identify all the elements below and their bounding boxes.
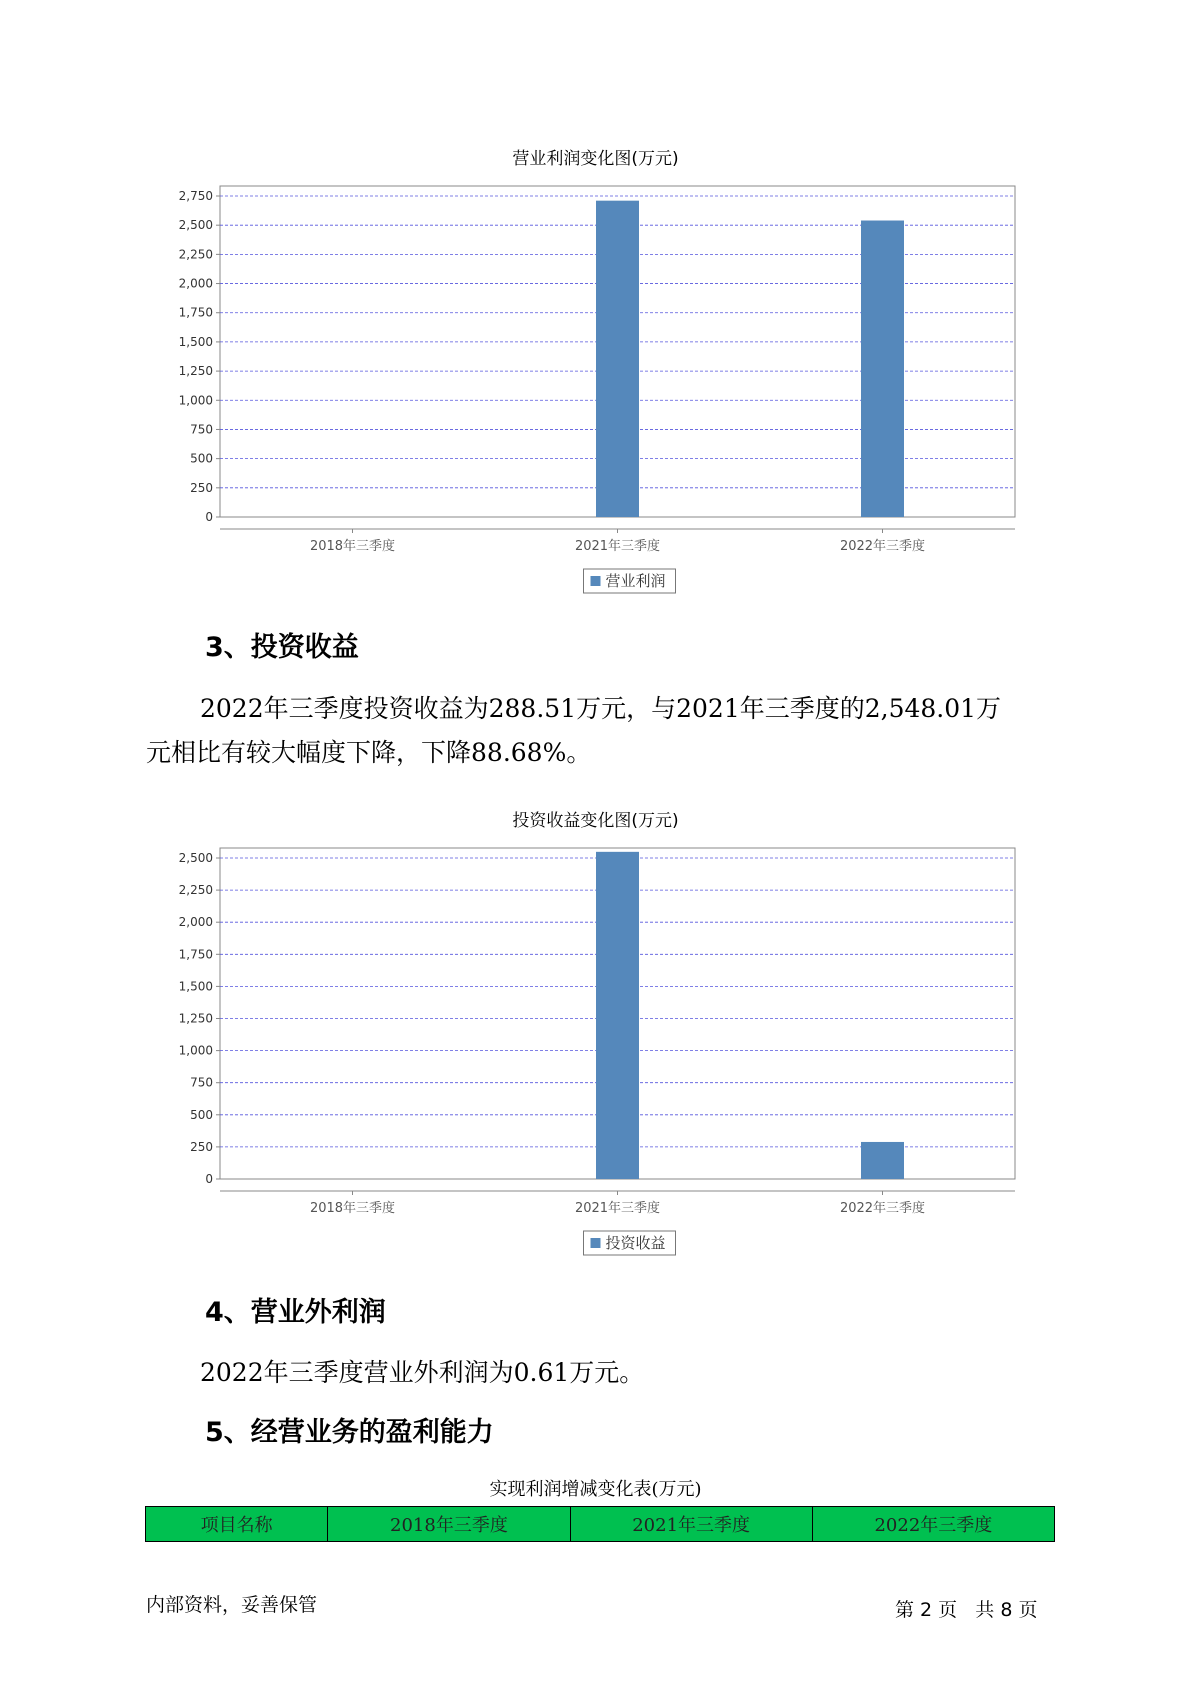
- y-tick-label: 2,250: [178, 883, 213, 898]
- bar: [596, 852, 639, 1179]
- x-tick-label: 2021年三季度: [574, 1201, 661, 1216]
- section-3-line-1: 2022年三季度投资收益为288.51万元，与2021年三季度的2,548.01万: [200, 694, 1002, 723]
- chart-title-operating-profit: 营业利润变化图(万元): [512, 149, 679, 169]
- y-tick-label: 500: [190, 451, 213, 466]
- y-tick-label: 500: [190, 1107, 213, 1122]
- x-tick-label: 2021年三季度: [574, 539, 661, 554]
- y-tick-label: 1,750: [178, 947, 213, 962]
- y-tick-label: 2,750: [178, 189, 213, 203]
- legend-swatch: [591, 1238, 601, 1248]
- y-tick-label: 2,000: [178, 915, 213, 930]
- legend-swatch: [591, 576, 601, 586]
- x-tick-label: 2022年三季度: [839, 539, 926, 554]
- legend-label: 投资收益: [605, 1234, 666, 1252]
- chart-title-investment-income: 投资收益变化图(万元): [512, 811, 679, 831]
- y-tick-label: 0: [205, 510, 213, 524]
- bar: [861, 1142, 904, 1179]
- section-4-line-1: 2022年三季度营业外利润为0.61万元。: [200, 1358, 645, 1387]
- y-tick-label: 0: [205, 1172, 213, 1186]
- y-tick-label: 2,000: [178, 276, 213, 291]
- section-5-heading: 5、经营业务的盈利能力: [205, 1417, 494, 1448]
- y-tick-label: 2,250: [178, 247, 213, 262]
- y-tick-label: 750: [190, 1075, 213, 1090]
- table-title: 实现利润增减变化表(万元): [489, 1479, 702, 1500]
- y-tick-label: 750: [190, 422, 213, 437]
- y-tick-label: 2,500: [178, 851, 213, 865]
- y-tick-label: 1,250: [178, 1011, 213, 1026]
- y-tick-label: 1,750: [178, 305, 213, 320]
- legend-label: 营业利润: [605, 572, 666, 590]
- y-tick-label: 2,500: [178, 218, 213, 233]
- bar: [596, 201, 639, 517]
- section-3-line-2: 元相比有较大幅度下降，下降88.68%。: [146, 738, 592, 767]
- y-tick-label: 1,250: [178, 364, 213, 379]
- section-4-heading: 4、营业外利润: [205, 1297, 386, 1328]
- y-tick-label: 250: [190, 1139, 213, 1154]
- table-header-cell: 2022年三季度: [812, 1507, 1054, 1542]
- bar: [861, 221, 904, 517]
- footer-page-number: 第 2 页 共 8 页: [895, 1599, 1038, 1621]
- footer-confidential-note: 内部资料，妥善保管: [146, 1594, 318, 1616]
- table-header-row: [146, 1507, 1055, 1542]
- section-3-heading: 3、投资收益: [205, 632, 359, 663]
- y-tick-label: 1,000: [178, 1043, 213, 1058]
- table-header-cell: 项目名称: [146, 1507, 328, 1542]
- y-tick-label: 1,500: [178, 334, 213, 349]
- x-tick-label: 2018年三季度: [309, 1201, 396, 1216]
- x-tick-label: 2022年三季度: [839, 1201, 926, 1216]
- table-header-cell: 2021年三季度: [570, 1507, 812, 1542]
- y-tick-label: 250: [190, 480, 213, 495]
- x-tick-label: 2018年三季度: [309, 539, 396, 554]
- y-tick-label: 1,000: [178, 393, 213, 408]
- investment-income-chart: [140, 822, 1040, 1262]
- profit-change-table: [145, 1506, 1055, 1542]
- operating-profit-chart: [140, 160, 1040, 600]
- table-header-cell: 2018年三季度: [328, 1507, 570, 1542]
- y-tick-label: 1,500: [178, 979, 213, 994]
